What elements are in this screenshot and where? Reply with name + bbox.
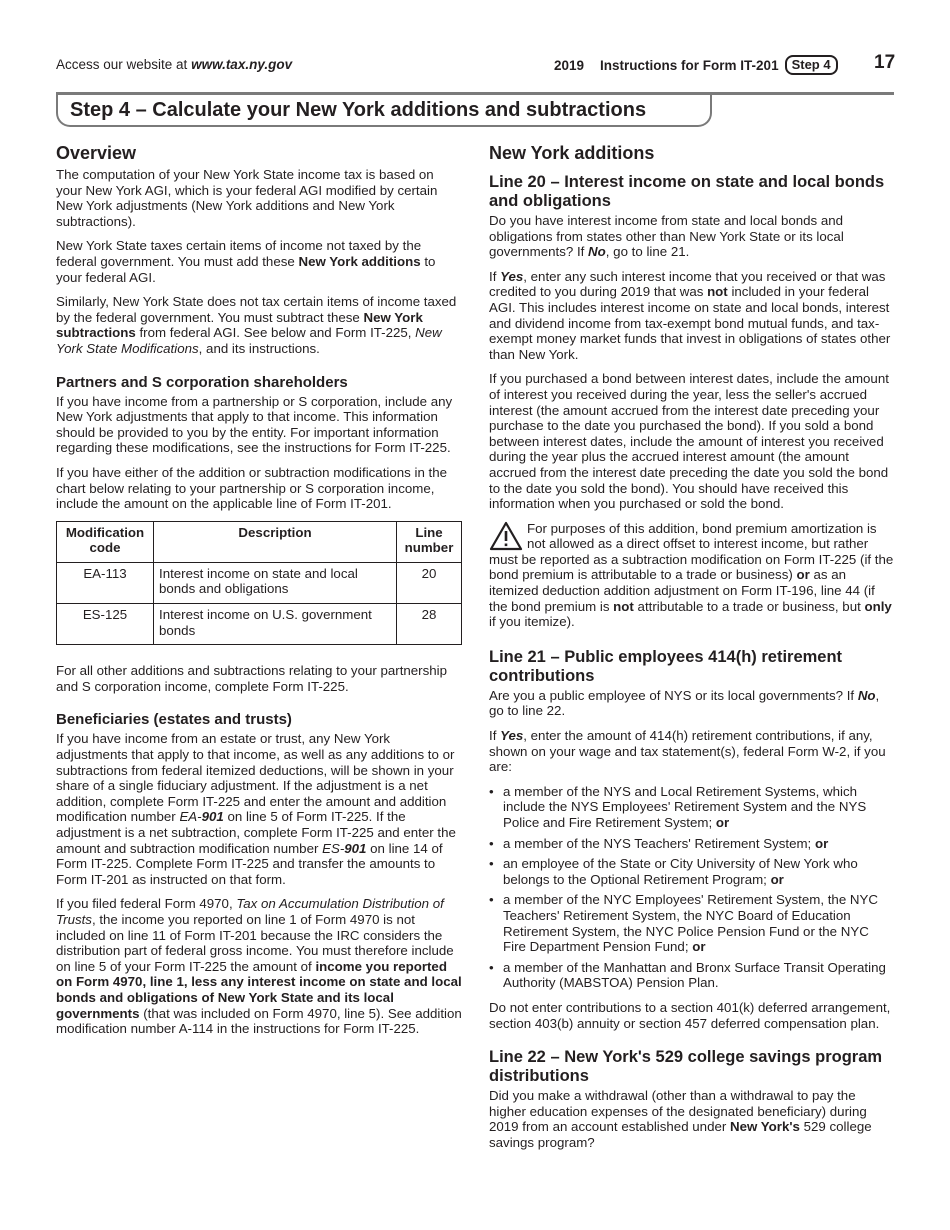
form-year: 2019 [554,57,585,73]
right-column [489,143,895,1160]
table-header-cell: Line number [397,521,462,562]
partners-paragraph: If you have either of the addition or subtraction modifications in the chart below relating to your partnership or S corporation income, include the amount on the applicable line of Form IT-201. [56,464,448,512]
page-title: Step 4 – Calculate your New York additions and subtractions [70,99,647,121]
table-cell-description: Interest income on U.S. government bonds [154,604,397,645]
beneficiaries-paragraph: If you have income from an estate or trust, any New York adjustments that apply to that income, as well as any additions to or subtractions from federal itemized deductions, will be shown in your share of a single fiduciary adjustment. If the adjustment is a net addition, complete Form IT-225 and enter the amount and addition modification number EA-901 on line 5 of Form IT-225. If the adjustment is a net subtraction, complete Form IT-225 and enter the amount and subtraction modification number ES-901 on line 14 of Form IT-225. Complete Form IT-225 and transfer the amounts to Form IT-201 as instructed on that form. [56,731,456,887]
table-cell-code: EA-113 [57,562,154,603]
beneficiaries-paragraph: If you filed federal Form 4970, Tax on Accumulation Distribution of Trusts, the income you reported on line 1 of Form 4970 is not included on line 11 of Form IT-201 because the IRC considers the distribution part of federal gross income. You must therefore include on line 5 of your Form IT-225 the amount of income you reported on Form 4970, line 1, less any interest income on state and local bonds and obligations of New York State and its local governments (that was included on Form 4970, line 5). See addition modification number A-114 in the instructions for Form IT-225. [56,896,462,1037]
table-cell-line: 28 [397,604,462,645]
line20-paragraph: If you purchased a bond between interest dates, include the amount of interest you received during the year, less the seller's accrued interest (the amount accrued from the interest date preceding your purchase to the date you purchased the bond). If you sold a bond between interest dates, include the amount of interest you received during the year plus the accrued interest amount (the amount accrued from the interest date preceding the date you sold the bond to the date you sold the bond). You should have received this information when you purchased or sold the bond. [489,371,889,512]
partners-paragraph: If you have income from a partnership or S corporation, include any New York adjustments that apply to that income. This information should be provided to you by the entity. For important information regarding these modifications, see the instructions for Form IT-225. [56,393,453,456]
line21-paragraph: If Yes, enter the amount of 414(h) retirement contributions, if any, shown on your wage and tax statement(s), federal Form W-2, if you are: [489,728,886,775]
warning-icon [489,521,523,551]
modification-table [56,521,462,646]
line20-paragraph: If Yes, enter any such interest income that you received or that was credited to you during 2019 that was not included in your federal AGI. This includes interest income on state and local bonds, interest and dividend income from tax-exempt bond mutual funds, and tax-exempt money market funds that invest in obligations of states other than New York. [489,268,891,362]
partners-heading: Partners and S corporation shareholders [56,373,348,391]
table-cell-description: Interest income on state and local bonds and obligations [154,562,397,603]
line20-paragraph: Do you have interest income from state and local bonds and obligations from states other than New York State or its local governments? If No, go to line 21. [489,213,844,260]
caution-note: For purposes of this addition, bond premium amortization is not allowed as a direct offset to interest income, but rather must be reported as a subtraction modification on Form IT-225 (if the bond premium is attributable to a trade or business) or as an itemized deduction addition adjustment on Form IT-196, line 44 (if the bond premium is not attributable to a trade or business, but only if you itemize). [489,520,894,630]
list-item: • a member of the NYS Teachers' Retirement System; or [489,836,895,852]
list-item: • an employee of the State or City University of New York who belongs to the Optional Retirement Program; or [489,856,895,887]
left-column [56,143,462,1046]
line21-heading: Line 21 – Public employees 414(h) retirement contributions [489,647,843,685]
list-item: • a member of the NYS and Local Retirement Systems, which include the NYS Employees' Retirement System and the NYS Police and Fire Retirement System; or [489,784,895,831]
table-row [57,562,462,603]
access-text: Access our website at [56,57,192,72]
header-form-info [554,55,838,75]
table-cell-code: ES-125 [57,604,154,645]
step-badge: Step 4 [785,55,838,75]
beneficiaries-heading: Beneficiaries (estates and trusts) [56,711,292,729]
line20-heading: Line 20 – Interest income on state and local bonds and obligations [489,173,885,210]
overview-paragraph: New York State taxes certain items of income not taxed by the federal government. You must add these New York additions to your federal AGI. [56,238,436,285]
line21-paragraph: Do not enter contributions to a section 401(k) deferred arrangement, section 403(b) annuity or section 457 deferred compensation plan. [489,999,891,1031]
list-item: • a member of the Manhattan and Bronx Surface Transit Operating Authority (MABSTOA) Pension Plan. [489,960,895,991]
table-header-cell: Modification code [57,521,154,562]
website-link[interactable]: www.tax.ny.gov [191,57,293,72]
form-title: Instructions for Form IT-201 [600,57,779,73]
overview-paragraph: Similarly, New York State does not tax certain items of income taxed by the federal government. You must subtract these New York subtractions from federal AGI. See below and Form IT-225, New York State Modifications, and its instructions. [56,294,457,356]
table-header-cell: Description [154,521,397,562]
table-header-row [57,521,462,562]
partners-paragraph: For all other additions and subtractions relating to your partnership and S corporation income, complete Form IT-225. [56,663,447,694]
list-item: • a member of the NYC Employees' Retirement System, the NYC Teachers' Retirement System, the NYC Board of Education Retirement System, the NYC Police Pension Fund or the NYC Fire Department Pension Fund; or [489,892,895,954]
overview-heading: Overview [56,143,137,163]
table-row [57,604,462,645]
additions-heading: New York additions [489,143,655,163]
line22-heading: Line 22 – New York's 529 college savings program distributions [489,1048,883,1086]
page-number: 17 [874,52,896,73]
retirement-list [489,784,895,991]
line22-paragraph: Did you make a withdrawal (other than a withdrawal to pay the higher education expenses of the designated beneficiary) during 2019 from an account established under New York's 529 college savings program? [489,1088,872,1150]
header-website-line [56,57,292,72]
table-cell-line: 20 [397,562,462,603]
overview-paragraph: The computation of your New York State income tax is based on your New York AGI, which is your federal AGI modified by certain New York adjustments (New York additions and New York subtractions). [56,167,438,229]
line21-paragraph: Are you a public employee of NYS or its local governments? If No, go to line 22. [489,687,880,719]
